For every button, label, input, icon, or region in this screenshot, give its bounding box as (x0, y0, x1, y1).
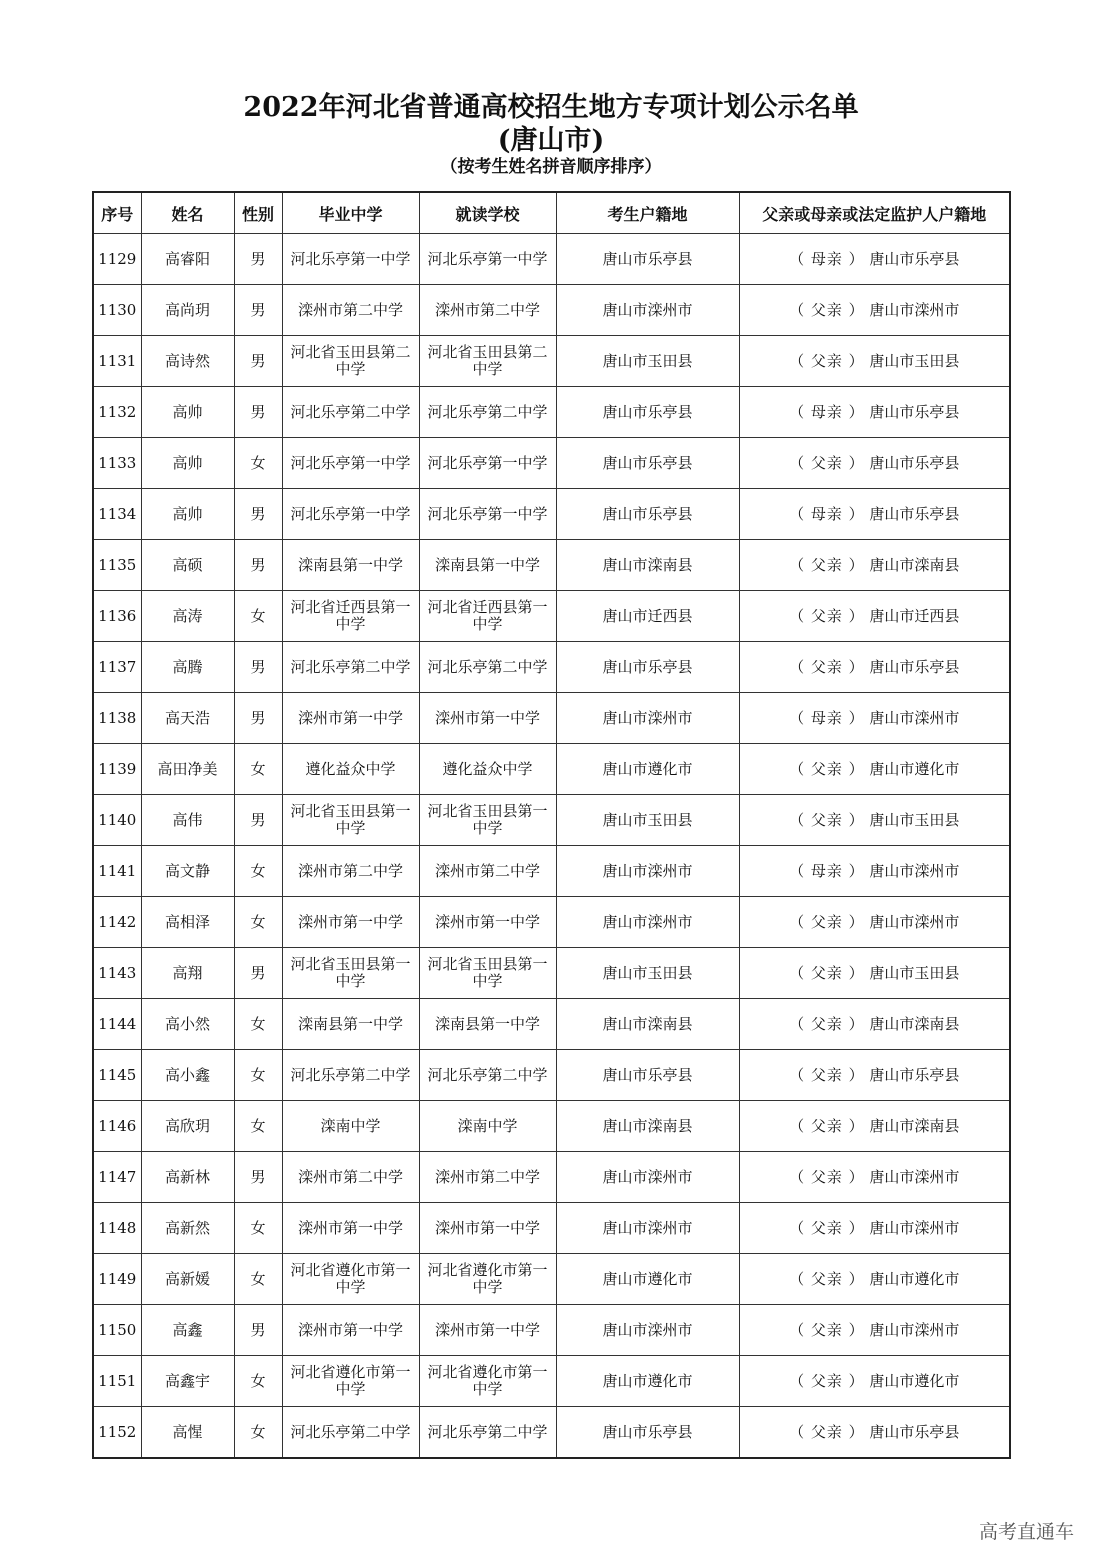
cell-guardian-domicile (739, 1407, 1010, 1459)
cell-gender: 女 (234, 1101, 282, 1152)
cell-gender: 女 (234, 846, 282, 897)
cell-candidate-domicile: 唐山市乐亭县 (556, 1050, 739, 1101)
cell-guardian-domicile (739, 1101, 1010, 1152)
guardian-domicile: 唐山市乐亭县 (869, 1422, 960, 1441)
table-row (93, 387, 1010, 438)
cell-guardian-domicile (739, 540, 1010, 591)
cell-guardian-domicile (739, 1356, 1010, 1407)
cell-guardian-domicile (739, 642, 1010, 693)
cell-serial-number: 1149 (93, 1254, 141, 1305)
cell-candidate-domicile: 唐山市滦州市 (556, 285, 739, 336)
cell-serial-number: 1143 (93, 948, 141, 999)
guardian-relation: （ 父亲 ） (789, 1371, 865, 1390)
cell-gender: 男 (234, 489, 282, 540)
guardian-domicile: 唐山市乐亭县 (869, 657, 960, 676)
cell-guardian-domicile (739, 1305, 1010, 1356)
table-row (93, 1050, 1010, 1101)
cell-name: 高相泽 (141, 897, 234, 948)
cell-guardian-domicile (739, 234, 1010, 285)
cell-graduation-school: 滦州市第一中学 (282, 693, 419, 744)
guardian-relation: （ 父亲 ） (789, 1116, 865, 1135)
cell-graduation-school: 滦南县第一中学 (282, 540, 419, 591)
cell-name: 高腾 (141, 642, 234, 693)
guardian-domicile: 唐山市滦州市 (869, 861, 960, 880)
cell-candidate-domicile: 唐山市滦州市 (556, 693, 739, 744)
guardian-relation: （ 父亲 ） (789, 810, 865, 829)
cell-guardian-domicile (739, 999, 1010, 1050)
cell-current-school: 河北乐亭第二中学 (419, 642, 556, 693)
cell-name: 高鑫 (141, 1305, 234, 1356)
cell-candidate-domicile: 唐山市乐亭县 (556, 489, 739, 540)
cell-gender: 男 (234, 795, 282, 846)
cell-graduation-school: 滦州市第一中学 (282, 1305, 419, 1356)
cell-guardian-domicile (739, 897, 1010, 948)
cell-candidate-domicile: 唐山市乐亭县 (556, 387, 739, 438)
header-guardian-domicile: 父亲或母亲或法定监护人户籍地 (739, 192, 1010, 234)
cell-serial-number: 1141 (93, 846, 141, 897)
cell-graduation-school: 滦南县第一中学 (282, 999, 419, 1050)
cell-candidate-domicile: 唐山市乐亭县 (556, 438, 739, 489)
cell-gender: 女 (234, 1050, 282, 1101)
page-title: 2022年河北省普通高校招生地方专项计划公示名单 (243, 92, 859, 123)
guardian-relation: （ 父亲 ） (789, 912, 865, 931)
roster-table-body (93, 234, 1010, 1459)
cell-serial-number: 1130 (93, 285, 141, 336)
cell-serial-number: 1152 (93, 1407, 141, 1459)
cell-graduation-school: 滦州市第一中学 (282, 897, 419, 948)
cell-current-school: 滦州市第一中学 (419, 1203, 556, 1254)
table-row (93, 1101, 1010, 1152)
guardian-domicile: 唐山市滦州市 (869, 1218, 960, 1237)
table-row (93, 438, 1010, 489)
cell-serial-number: 1148 (93, 1203, 141, 1254)
guardian-domicile: 唐山市滦州市 (869, 1167, 960, 1186)
cell-gender: 女 (234, 744, 282, 795)
cell-guardian-domicile (739, 438, 1010, 489)
guardian-relation: （ 父亲 ） (789, 606, 865, 625)
cell-serial-number: 1147 (93, 1152, 141, 1203)
cell-gender: 女 (234, 591, 282, 642)
cell-serial-number: 1131 (93, 336, 141, 387)
header-gender: 性别 (234, 192, 282, 234)
guardian-relation: （ 父亲 ） (789, 963, 865, 982)
cell-name: 高鑫宇 (141, 1356, 234, 1407)
cell-graduation-school: 河北乐亭第一中学 (282, 438, 419, 489)
table-row (93, 744, 1010, 795)
cell-gender: 女 (234, 1254, 282, 1305)
cell-graduation-school: 河北省迁西县第一中学 (282, 591, 419, 642)
guardian-domicile: 唐山市滦州市 (869, 1320, 960, 1339)
guardian-domicile: 唐山市遵化市 (869, 1371, 960, 1390)
cell-graduation-school: 河北乐亭第一中学 (282, 489, 419, 540)
cell-gender: 男 (234, 540, 282, 591)
cell-serial-number: 1137 (93, 642, 141, 693)
table-row (93, 897, 1010, 948)
cell-guardian-domicile (739, 285, 1010, 336)
cell-graduation-school: 河北乐亭第二中学 (282, 387, 419, 438)
cell-serial-number: 1151 (93, 1356, 141, 1407)
header-graduation-school: 毕业中学 (282, 192, 419, 234)
table-row (93, 693, 1010, 744)
header-current-school: 就读学校 (419, 192, 556, 234)
cell-gender: 男 (234, 285, 282, 336)
cell-serial-number: 1140 (93, 795, 141, 846)
cell-gender: 女 (234, 1203, 282, 1254)
cell-graduation-school: 滦州市第二中学 (282, 285, 419, 336)
guardian-relation: （ 母亲 ） (789, 708, 865, 727)
guardian-domicile: 唐山市滦州市 (869, 300, 960, 319)
cell-serial-number: 1145 (93, 1050, 141, 1101)
cell-current-school: 滦州市第二中学 (419, 1152, 556, 1203)
cell-current-school: 河北省玉田县第二中学 (419, 336, 556, 387)
table-row (93, 1356, 1010, 1407)
cell-current-school: 河北乐亭第二中学 (419, 387, 556, 438)
cell-current-school: 河北乐亭第二中学 (419, 1050, 556, 1101)
table-row (93, 846, 1010, 897)
table-row (93, 1203, 1010, 1254)
table-row (93, 336, 1010, 387)
guardian-domicile: 唐山市遵化市 (869, 759, 960, 778)
cell-guardian-domicile (739, 591, 1010, 642)
cell-current-school: 河北乐亭第一中学 (419, 234, 556, 285)
guardian-domicile: 唐山市遵化市 (869, 1269, 960, 1288)
cell-name: 高欣玥 (141, 1101, 234, 1152)
cell-serial-number: 1144 (93, 999, 141, 1050)
cell-gender: 女 (234, 1407, 282, 1459)
cell-gender: 女 (234, 897, 282, 948)
cell-guardian-domicile (739, 948, 1010, 999)
cell-current-school: 滦州市第二中学 (419, 846, 556, 897)
cell-graduation-school: 河北乐亭第一中学 (282, 234, 419, 285)
table-row (93, 489, 1010, 540)
cell-current-school: 滦南县第一中学 (419, 999, 556, 1050)
cell-guardian-domicile (739, 744, 1010, 795)
guardian-relation: （ 父亲 ） (789, 759, 865, 778)
table-row (93, 642, 1010, 693)
cell-current-school: 河北省遵化市第一中学 (419, 1356, 556, 1407)
cell-gender: 女 (234, 999, 282, 1050)
guardian-domicile: 唐山市乐亭县 (869, 504, 960, 523)
guardian-domicile: 唐山市玉田县 (869, 351, 960, 370)
cell-current-school: 河北省遵化市第一中学 (419, 1254, 556, 1305)
table-row (93, 591, 1010, 642)
cell-name: 高硕 (141, 540, 234, 591)
cell-current-school: 河北乐亭第二中学 (419, 1407, 556, 1459)
cell-name: 高帅 (141, 438, 234, 489)
cell-candidate-domicile: 唐山市乐亭县 (556, 1407, 739, 1459)
header-serial-number: 序号 (93, 192, 141, 234)
cell-candidate-domicile: 唐山市滦州市 (556, 897, 739, 948)
cell-candidate-domicile: 唐山市玉田县 (556, 336, 739, 387)
table-row (93, 234, 1010, 285)
cell-guardian-domicile (739, 1050, 1010, 1101)
cell-gender: 男 (234, 948, 282, 999)
cell-candidate-domicile: 唐山市滦州市 (556, 1152, 739, 1203)
cell-serial-number: 1150 (93, 1305, 141, 1356)
cell-serial-number: 1133 (93, 438, 141, 489)
cell-serial-number: 1138 (93, 693, 141, 744)
table-header-row (93, 192, 1010, 234)
cell-gender: 男 (234, 1305, 282, 1356)
guardian-domicile: 唐山市滦南县 (869, 1116, 960, 1135)
cell-serial-number: 1129 (93, 234, 141, 285)
guardian-relation: （ 父亲 ） (789, 1269, 865, 1288)
cell-graduation-school: 河北省玉田县第一中学 (282, 795, 419, 846)
cell-current-school: 滦州市第一中学 (419, 1305, 556, 1356)
cell-guardian-domicile (739, 846, 1010, 897)
guardian-relation: （ 父亲 ） (789, 657, 865, 676)
cell-guardian-domicile (739, 489, 1010, 540)
cell-candidate-domicile: 唐山市玉田县 (556, 795, 739, 846)
cell-serial-number: 1146 (93, 1101, 141, 1152)
guardian-domicile: 唐山市滦州市 (869, 708, 960, 727)
guardian-relation: （ 父亲 ） (789, 351, 865, 370)
guardian-domicile: 唐山市玉田县 (869, 963, 960, 982)
guardian-relation: （ 父亲 ） (789, 453, 865, 472)
cell-graduation-school: 河北省玉田县第二中学 (282, 336, 419, 387)
cell-name: 高新林 (141, 1152, 234, 1203)
guardian-relation: （ 父亲 ） (789, 1167, 865, 1186)
cell-graduation-school: 滦州市第一中学 (282, 1203, 419, 1254)
cell-candidate-domicile: 唐山市滦州市 (556, 846, 739, 897)
guardian-domicile: 唐山市玉田县 (869, 810, 960, 829)
cell-graduation-school: 滦州市第二中学 (282, 1152, 419, 1203)
cell-candidate-domicile: 唐山市滦南县 (556, 1101, 739, 1152)
cell-name: 高新然 (141, 1203, 234, 1254)
cell-graduation-school: 遵化益众中学 (282, 744, 419, 795)
guardian-relation: （ 父亲 ） (789, 300, 865, 319)
cell-name: 高涛 (141, 591, 234, 642)
cell-serial-number: 1139 (93, 744, 141, 795)
cell-graduation-school: 河北乐亭第二中学 (282, 1050, 419, 1101)
cell-candidate-domicile: 唐山市滦州市 (556, 1305, 739, 1356)
roster-table (92, 191, 1011, 1459)
cell-serial-number: 1134 (93, 489, 141, 540)
cell-graduation-school: 河北乐亭第二中学 (282, 1407, 419, 1459)
cell-candidate-domicile: 唐山市遵化市 (556, 744, 739, 795)
guardian-domicile: 唐山市滦南县 (869, 1014, 960, 1033)
cell-graduation-school: 滦南中学 (282, 1101, 419, 1152)
cell-guardian-domicile (739, 1152, 1010, 1203)
cell-current-school: 河北省迁西县第一中学 (419, 591, 556, 642)
cell-current-school: 滦南中学 (419, 1101, 556, 1152)
table-row (93, 999, 1010, 1050)
cell-current-school: 滦南县第一中学 (419, 540, 556, 591)
table-row (93, 1254, 1010, 1305)
table-row (93, 1305, 1010, 1356)
cell-name: 高文静 (141, 846, 234, 897)
cell-candidate-domicile: 唐山市滦南县 (556, 999, 739, 1050)
cell-guardian-domicile (739, 1254, 1010, 1305)
cell-name: 高帅 (141, 387, 234, 438)
cell-guardian-domicile (739, 693, 1010, 744)
guardian-domicile: 唐山市迁西县 (869, 606, 960, 625)
cell-guardian-domicile (739, 336, 1010, 387)
cell-current-school: 河北乐亭第一中学 (419, 438, 556, 489)
cell-guardian-domicile (739, 1203, 1010, 1254)
guardian-domicile: 唐山市乐亭县 (869, 249, 960, 268)
cell-name: 高诗然 (141, 336, 234, 387)
guardian-domicile: 唐山市乐亭县 (869, 1065, 960, 1084)
table-row (93, 948, 1010, 999)
cell-name: 高翔 (141, 948, 234, 999)
page-subtitle-sort-note: （按考生姓名拼音顺序排序） (440, 157, 662, 177)
cell-current-school: 河北省玉田县第一中学 (419, 795, 556, 846)
header-candidate-domicile: 考生户籍地 (556, 192, 739, 234)
table-row (93, 795, 1010, 846)
guardian-relation: （ 母亲 ） (789, 402, 865, 421)
cell-candidate-domicile: 唐山市乐亭县 (556, 642, 739, 693)
cell-name: 高尚玥 (141, 285, 234, 336)
cell-candidate-domicile: 唐山市滦州市 (556, 1203, 739, 1254)
cell-gender: 女 (234, 438, 282, 489)
cell-current-school: 河北省玉田县第一中学 (419, 948, 556, 999)
guardian-relation: （ 父亲 ） (789, 555, 865, 574)
cell-name: 高帅 (141, 489, 234, 540)
cell-graduation-school: 河北省遵化市第一中学 (282, 1254, 419, 1305)
cell-graduation-school: 河北省遵化市第一中学 (282, 1356, 419, 1407)
cell-name: 高伟 (141, 795, 234, 846)
page-subtitle-city: (唐山市) (497, 125, 605, 156)
cell-candidate-domicile: 唐山市玉田县 (556, 948, 739, 999)
cell-graduation-school: 河北乐亭第二中学 (282, 642, 419, 693)
guardian-relation: （ 父亲 ） (789, 1320, 865, 1339)
cell-serial-number: 1136 (93, 591, 141, 642)
cell-guardian-domicile (739, 795, 1010, 846)
cell-candidate-domicile: 唐山市遵化市 (556, 1356, 739, 1407)
cell-gender: 男 (234, 1152, 282, 1203)
cell-current-school: 滦州市第一中学 (419, 693, 556, 744)
guardian-domicile: 唐山市滦南县 (869, 555, 960, 574)
cell-guardian-domicile (739, 387, 1010, 438)
cell-name: 高小鑫 (141, 1050, 234, 1101)
cell-name: 高小然 (141, 999, 234, 1050)
cell-name: 高天浩 (141, 693, 234, 744)
cell-name: 高睿阳 (141, 234, 234, 285)
cell-serial-number: 1135 (93, 540, 141, 591)
cell-gender: 男 (234, 387, 282, 438)
cell-serial-number: 1142 (93, 897, 141, 948)
cell-current-school: 滦州市第一中学 (419, 897, 556, 948)
watermark-text: 高考直通车 (978, 1521, 1074, 1543)
guardian-relation: （ 母亲 ） (789, 249, 865, 268)
cell-graduation-school: 滦州市第二中学 (282, 846, 419, 897)
cell-gender: 男 (234, 336, 282, 387)
cell-graduation-school: 河北省玉田县第一中学 (282, 948, 419, 999)
cell-serial-number: 1132 (93, 387, 141, 438)
table-row (93, 1152, 1010, 1203)
cell-gender: 女 (234, 1356, 282, 1407)
cell-gender: 男 (234, 693, 282, 744)
cell-name: 高新媛 (141, 1254, 234, 1305)
guardian-relation: （ 父亲 ） (789, 1218, 865, 1237)
cell-name: 高田净美 (141, 744, 234, 795)
cell-current-school: 滦州市第二中学 (419, 285, 556, 336)
guardian-domicile: 唐山市乐亭县 (869, 453, 960, 472)
guardian-relation: （ 母亲 ） (789, 861, 865, 880)
table-row (93, 285, 1010, 336)
guardian-relation: （ 父亲 ） (789, 1422, 865, 1441)
guardian-relation: （ 母亲 ） (789, 504, 865, 523)
guardian-relation: （ 父亲 ） (789, 1014, 865, 1033)
cell-gender: 男 (234, 642, 282, 693)
header-name: 姓名 (141, 192, 234, 234)
cell-candidate-domicile: 唐山市迁西县 (556, 591, 739, 642)
guardian-domicile: 唐山市滦州市 (869, 912, 960, 931)
cell-candidate-domicile: 唐山市乐亭县 (556, 234, 739, 285)
cell-current-school: 河北乐亭第一中学 (419, 489, 556, 540)
cell-candidate-domicile: 唐山市滦南县 (556, 540, 739, 591)
guardian-domicile: 唐山市乐亭县 (869, 402, 960, 421)
cell-gender: 男 (234, 234, 282, 285)
cell-name: 高惺 (141, 1407, 234, 1459)
table-row (93, 1407, 1010, 1459)
guardian-relation: （ 父亲 ） (789, 1065, 865, 1084)
cell-current-school: 遵化益众中学 (419, 744, 556, 795)
cell-candidate-domicile: 唐山市遵化市 (556, 1254, 739, 1305)
table-row (93, 540, 1010, 591)
